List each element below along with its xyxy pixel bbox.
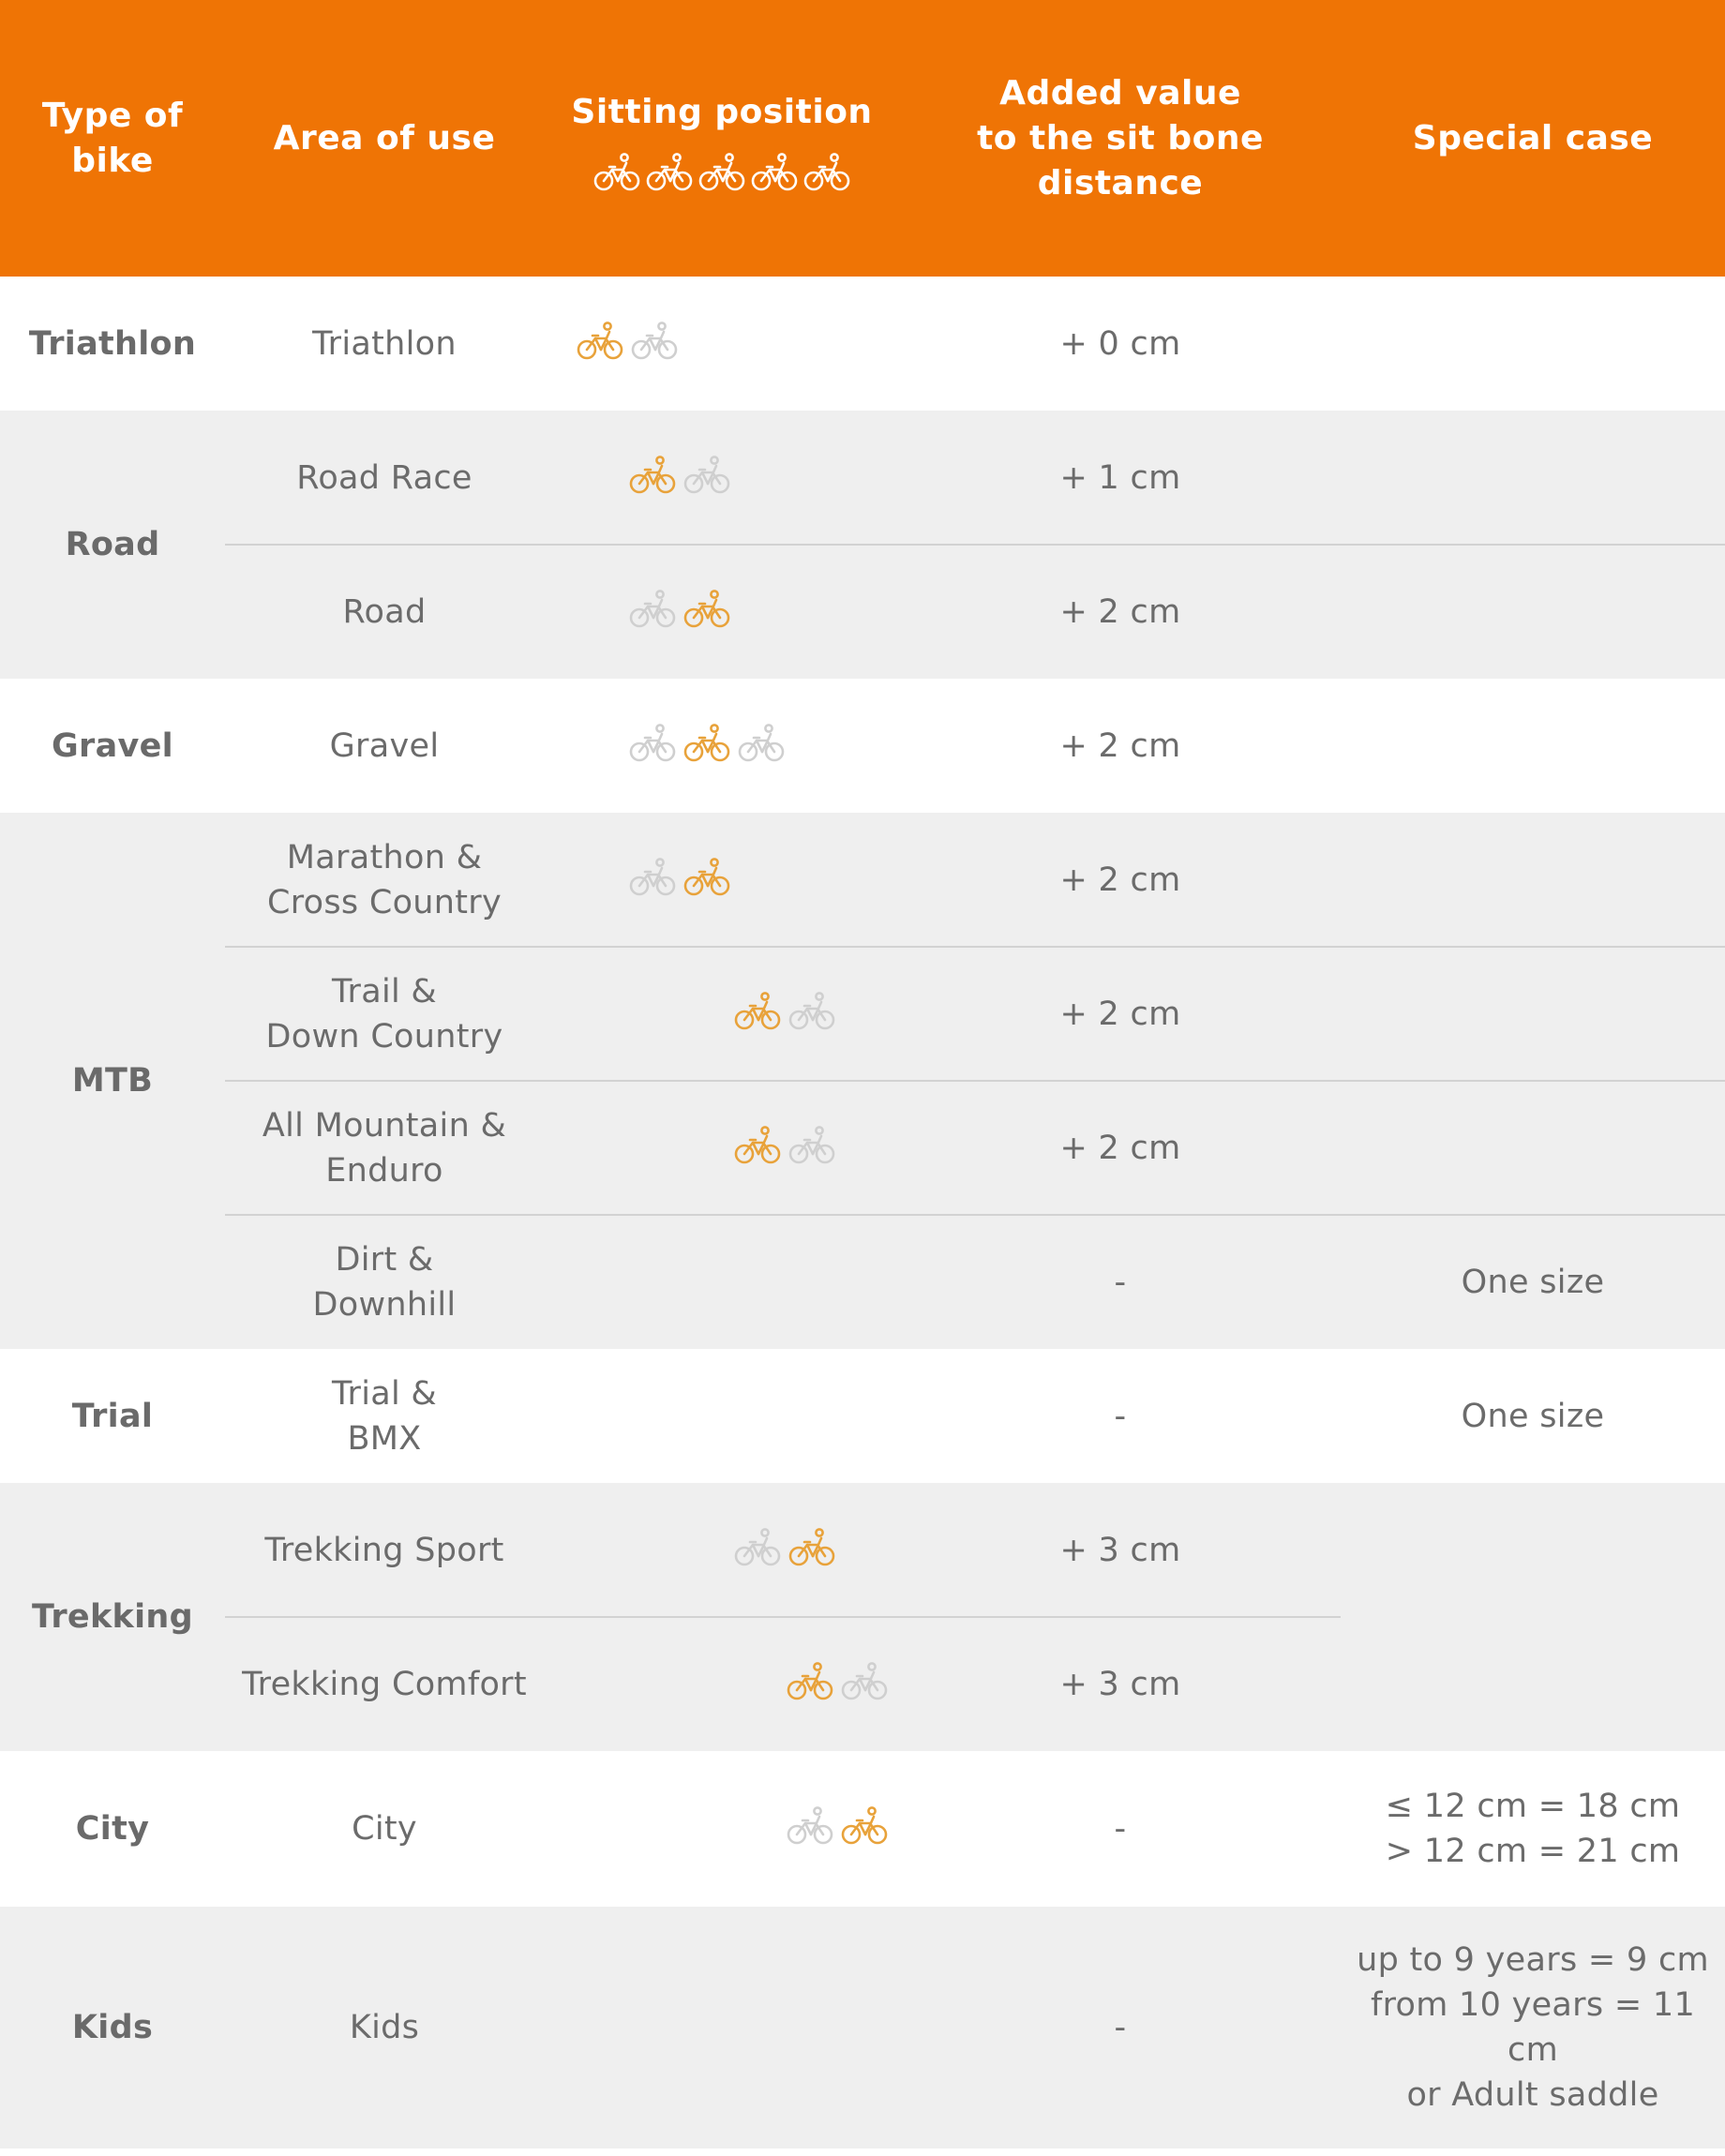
- header-area-of-use: [225, 0, 544, 277]
- bike-position-icon: [803, 150, 850, 193]
- table-header: [0, 0, 1725, 277]
- bike-type-label: [0, 679, 225, 813]
- bike-position-active-icon: [577, 319, 623, 362]
- area-of-use-text: Downhill: [312, 1285, 457, 1324]
- added-value-cell: [900, 411, 1341, 545]
- area-of-use-cell: [225, 1081, 544, 1215]
- area-of-use-text: Kids: [349, 2009, 420, 2046]
- added-value-text: + 2 cm: [1059, 861, 1181, 899]
- bike-type-text: Kids: [71, 2009, 154, 2046]
- area-of-use-cell: [225, 1483, 544, 1617]
- area-of-use-text: City: [352, 1810, 417, 1848]
- area-of-use-cell: [225, 277, 544, 411]
- area-of-use-text: Cross Country: [266, 883, 502, 921]
- area-of-use-text: Enduro: [325, 1151, 443, 1190]
- added-value-cell: [900, 1215, 1341, 1349]
- sitting-position-icons: [629, 855, 730, 898]
- sitting-position-icons: [734, 989, 835, 1032]
- bike-position-inactive-icon: [841, 1659, 888, 1702]
- area-of-use-text: Trail &: [331, 972, 438, 1011]
- row-divider: [225, 946, 1725, 948]
- bike-position-active-icon: [683, 855, 730, 898]
- area-of-use-text: Dirt &: [335, 1240, 434, 1279]
- bike-position-inactive-icon: [683, 453, 730, 496]
- area-of-use-text: Triathlon: [312, 324, 457, 363]
- bike-type-text: Gravel: [52, 726, 173, 765]
- area-of-use-cell: [225, 679, 544, 813]
- bike-position-active-icon: [683, 721, 730, 764]
- area-of-use-text: Trial &: [331, 1374, 438, 1413]
- area-of-use-text: Gravel: [329, 726, 440, 765]
- added-value-text: + 2 cm: [1059, 995, 1181, 1033]
- bike-position-active-icon: [683, 587, 730, 630]
- bike-type-label: [0, 813, 225, 1349]
- area-of-use-cell: [225, 947, 544, 1081]
- added-value-cell: [900, 813, 1341, 947]
- area-of-use-cell: [225, 1907, 544, 2149]
- bike-type-label: [0, 1907, 225, 2149]
- added-value-text: -: [1114, 1397, 1127, 1435]
- special-case-cell: [1341, 1215, 1725, 1349]
- bike-type-text: Trial: [71, 1397, 154, 1435]
- added-value-cell: [900, 277, 1341, 411]
- sitting-position-scale-icons: [593, 150, 850, 193]
- area-of-use-cell: [225, 1617, 544, 1751]
- bike-position-inactive-icon: [629, 721, 676, 764]
- added-value-text: + 2 cm: [1059, 1129, 1181, 1167]
- added-value-text: + 2 cm: [1059, 726, 1181, 765]
- added-value-text: -: [1114, 2009, 1127, 2046]
- added-value-cell: [900, 1081, 1341, 1215]
- area-of-use-cell: [225, 1215, 544, 1349]
- row-divider: [225, 1616, 1341, 1618]
- added-value-cell: [900, 1483, 1341, 1617]
- special-case-text: > 12 cm = 21 cm: [1385, 1833, 1681, 1870]
- bike-position-active-icon: [734, 989, 781, 1032]
- sitting-position-icons: [787, 1804, 888, 1847]
- sitting-position-icons: [787, 1659, 888, 1702]
- row-divider: [225, 544, 1725, 546]
- row-divider: [225, 1214, 1725, 1216]
- header-type-of-bike-label: Type of bike: [41, 96, 184, 180]
- area-of-use-cell: [225, 1349, 544, 1483]
- special-case-text: One size: [1461, 1263, 1605, 1301]
- bike-position-inactive-icon: [629, 587, 676, 630]
- special-case-text: One size: [1461, 1397, 1605, 1435]
- bike-position-inactive-icon: [787, 1804, 833, 1847]
- bike-type-text: Road: [65, 526, 160, 563]
- special-case-cell: [1341, 1907, 1725, 2149]
- sitting-position-icons: [629, 587, 730, 630]
- bike-position-active-icon: [734, 1123, 781, 1166]
- added-value-text: + 0 cm: [1059, 324, 1181, 363]
- header-special-case-label: Special case: [1412, 118, 1654, 157]
- bike-type-text: City: [75, 1810, 150, 1848]
- bike-position-active-icon: [629, 453, 676, 496]
- area-of-use-cell: [225, 411, 544, 545]
- added-value-text: + 3 cm: [1059, 1531, 1181, 1569]
- area-of-use-cell: [225, 1751, 544, 1907]
- bike-type-label: [0, 1751, 225, 1907]
- header-added-value: [900, 0, 1341, 277]
- bike-position-inactive-icon: [788, 1123, 835, 1166]
- bike-position-inactive-icon: [631, 319, 678, 362]
- header-area-of-use-label: Area of use: [273, 118, 496, 157]
- bike-type-text: Triathlon: [28, 324, 197, 363]
- added-value-text: -: [1114, 1263, 1127, 1301]
- area-of-use-cell: [225, 813, 544, 947]
- special-case-cell: [1341, 1751, 1725, 1907]
- header-sitting-position-label: Sitting position: [571, 92, 873, 131]
- sitting-position-icons: [629, 453, 730, 496]
- area-of-use-text: All Mountain &: [262, 1106, 507, 1145]
- area-of-use-text: Trekking Comfort: [242, 1665, 527, 1703]
- area-of-use-text: Down Country: [265, 1017, 503, 1056]
- added-value-text: + 1 cm: [1059, 458, 1181, 497]
- area-of-use-text: Marathon &: [286, 838, 483, 876]
- bike-position-icon: [751, 150, 798, 193]
- bike-position-icon: [593, 150, 640, 193]
- bike-position-icon: [646, 150, 693, 193]
- bike-position-inactive-icon: [738, 721, 785, 764]
- added-value-cell: [900, 545, 1341, 679]
- added-value-cell: [900, 947, 1341, 1081]
- special-case-text: from 10 years = 11 cm: [1370, 1986, 1696, 2069]
- bike-type-text: Trekking: [32, 1598, 193, 1636]
- area-of-use-text: Trekking Sport: [264, 1531, 504, 1569]
- header-sitting-position: [544, 0, 900, 277]
- bike-position-icon: [698, 150, 745, 193]
- sitting-position-icons: [629, 721, 785, 764]
- row-divider: [225, 1080, 1725, 1082]
- added-value-cell: [900, 679, 1341, 813]
- header-special-case: [1341, 0, 1725, 277]
- bike-position-inactive-icon: [734, 1525, 781, 1568]
- bike-position-active-icon: [787, 1659, 833, 1702]
- special-case-text: ≤ 12 cm = 18 cm: [1385, 1788, 1681, 1825]
- area-of-use-text: Road: [342, 592, 427, 631]
- header-added-value-line2: to the sit bone distance: [977, 118, 1264, 202]
- area-of-use-text: Road Race: [296, 458, 472, 497]
- bike-type-label: [0, 1483, 225, 1751]
- special-case-cell: [1341, 1349, 1725, 1483]
- bike-position-active-icon: [841, 1804, 888, 1847]
- added-value-cell: [900, 1349, 1341, 1483]
- bike-type-label: [0, 1349, 225, 1483]
- bike-type-label: [0, 411, 225, 679]
- bike-position-inactive-icon: [629, 855, 676, 898]
- bike-type-text: MTB: [71, 1062, 154, 1100]
- header-type-of-bike: [0, 0, 225, 277]
- area-of-use-cell: [225, 545, 544, 679]
- bike-type-label: [0, 277, 225, 411]
- header-added-value-line1: Added value: [999, 73, 1241, 112]
- added-value-cell: [900, 1617, 1341, 1751]
- bike-position-active-icon: [788, 1525, 835, 1568]
- sitting-position-icons: [734, 1123, 835, 1166]
- special-case-text: or Adult saddle: [1406, 2076, 1659, 2114]
- added-value-text: + 2 cm: [1059, 592, 1181, 631]
- added-value-cell: [900, 1907, 1341, 2149]
- sitting-position-icons: [734, 1525, 835, 1568]
- added-value-text: -: [1114, 1810, 1127, 1848]
- added-value-cell: [900, 1751, 1341, 1907]
- special-case-text: up to 9 years = 9 cm: [1357, 1941, 1709, 1979]
- area-of-use-text: BMX: [347, 1419, 422, 1458]
- sitting-position-icons: [577, 319, 678, 362]
- bike-position-inactive-icon: [788, 989, 835, 1032]
- added-value-text: + 3 cm: [1059, 1665, 1181, 1703]
